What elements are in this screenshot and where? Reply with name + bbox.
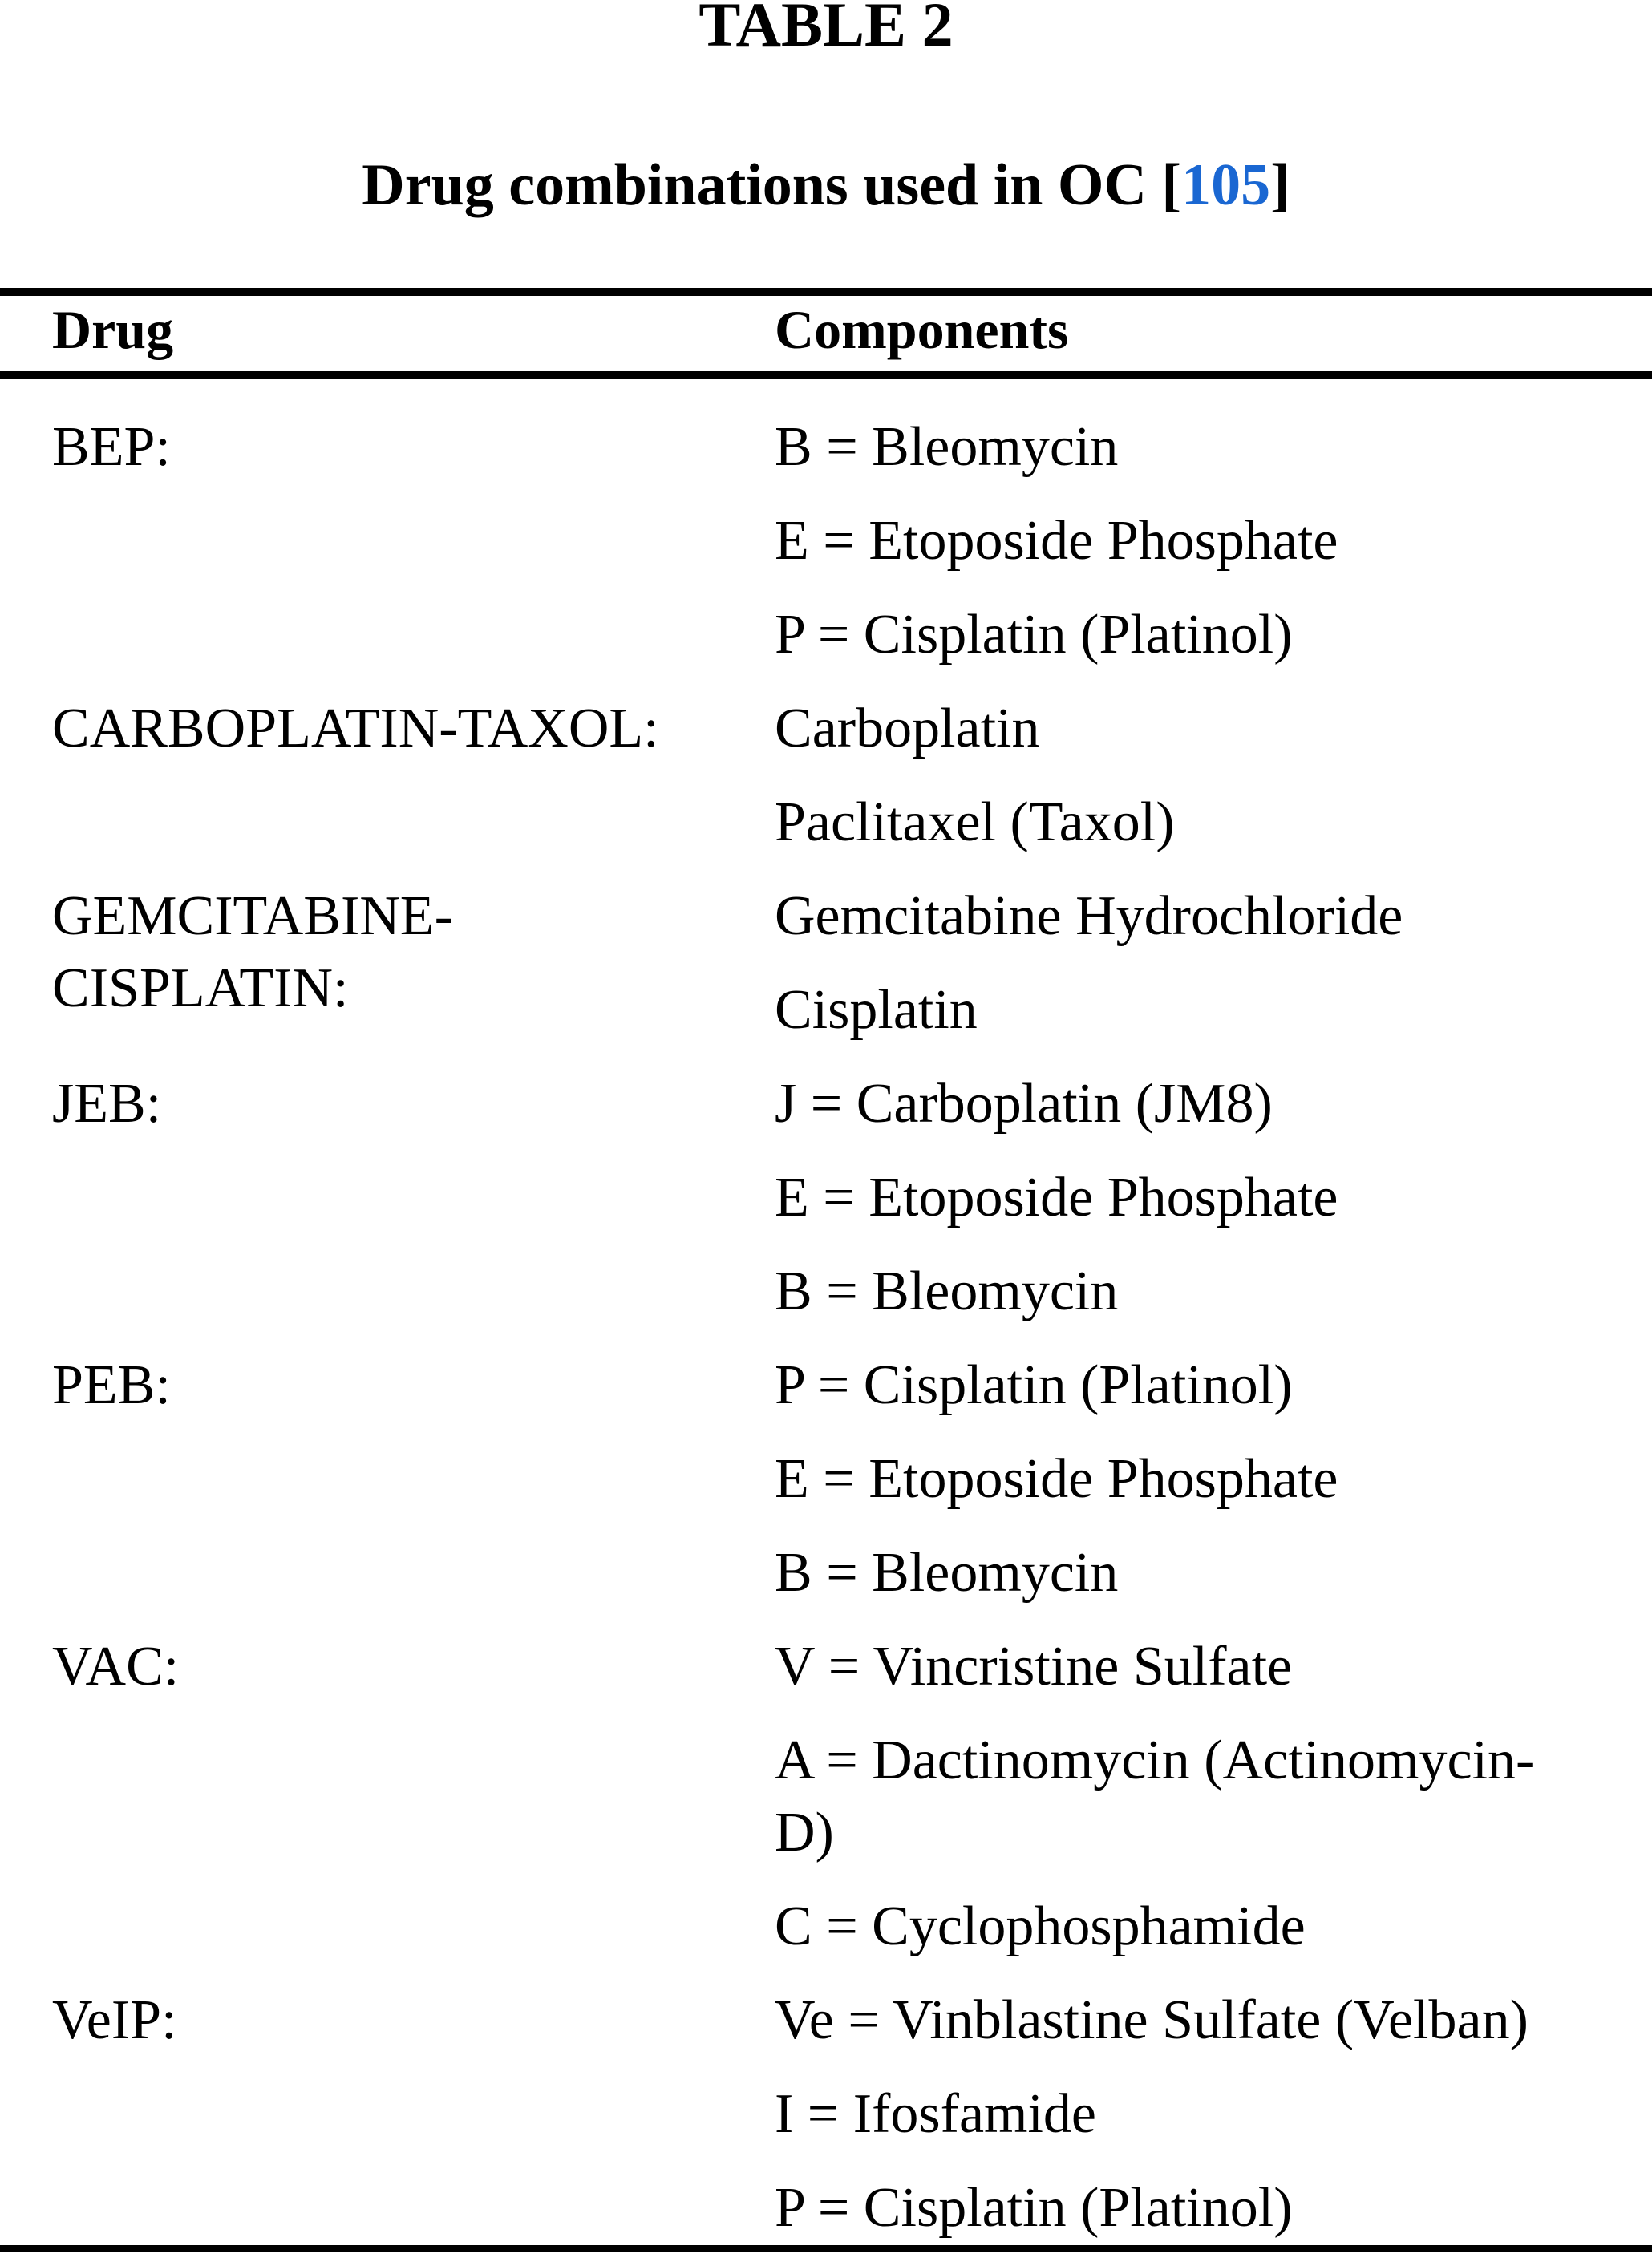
component-line: C = Cyclophosphamide [775, 1896, 1306, 1957]
component-line: B = Bleomycin [775, 1260, 1119, 1322]
table-bottom-rule [0, 2245, 1652, 2252]
citation-bracket-open: [ [1161, 152, 1182, 218]
table-row [52, 1068, 1652, 1349]
drug-name-cell: VAC: [52, 1636, 180, 1697]
component-line: P = Cisplatin (Platinol) [775, 604, 1293, 666]
table-header-row [52, 301, 1652, 358]
component-line: E = Etoposide Phosphate [775, 1448, 1338, 1510]
components-cell [775, 1985, 1569, 2266]
drug-name-cell: GEMCITABINE-CISPLATIN: [52, 885, 453, 1019]
table-row [52, 1349, 1652, 1631]
components-cell [775, 411, 1569, 693]
component-line: A = Dactinomycin (Actinomycin-D) [775, 1730, 1535, 1863]
table-label: TABLE 2 [698, 0, 954, 59]
citation-bracket-close: ] [1270, 152, 1290, 218]
table-top-rule [0, 288, 1652, 296]
components-cell [775, 880, 1569, 1068]
citation-link[interactable]: 105 [1181, 152, 1271, 218]
component-line: P = Cisplatin (Platinol) [775, 1354, 1293, 1416]
drug-name-cell: CARBOPLATIN-TAXOL: [52, 698, 659, 759]
table-body [52, 411, 1652, 2266]
drug-name-cell: JEB: [52, 1073, 162, 1135]
component-line: P = Cisplatin (Platinol) [775, 2177, 1293, 2239]
component-line: Ve = Vinblastine Sulfate (Velban) [775, 1989, 1529, 2051]
component-line: Paclitaxel (Taxol) [775, 791, 1175, 853]
component-line: E = Etoposide Phosphate [775, 510, 1338, 572]
component-line: Gemcitabine Hydrochloride [775, 885, 1403, 947]
components-cell [775, 1631, 1569, 1985]
drug-name-cell: PEB: [52, 1354, 171, 1416]
table-row [52, 411, 1652, 693]
caption-text: Drug combinations used in OC [362, 152, 1162, 218]
drug-name-cell: VeIP: [52, 1989, 177, 2051]
component-line: J = Carboplatin (JM8) [775, 1073, 1273, 1135]
table-row [52, 693, 1652, 880]
components-cell [775, 1349, 1569, 1631]
component-line: B = Bleomycin [775, 1542, 1119, 1604]
table-row [52, 1631, 1652, 1985]
table-row [52, 880, 1652, 1068]
components-cell [775, 693, 1569, 880]
component-line: V = Vincristine Sulfate [775, 1636, 1293, 1697]
components-cell [775, 1068, 1569, 1349]
table-caption [0, 154, 1652, 216]
component-line: I = Ifosfamide [775, 2083, 1096, 2145]
component-line: E = Etoposide Phosphate [775, 1167, 1338, 1228]
component-line: B = Bleomycin [775, 416, 1119, 478]
table-row [52, 1985, 1652, 2266]
column-header-drug: Drug [52, 299, 174, 360]
column-header-components: Components [775, 299, 1069, 360]
header-divider-rule [0, 371, 1652, 379]
component-line: Carboplatin [775, 698, 1040, 759]
drug-name-cell: BEP: [52, 416, 171, 478]
component-line: Cisplatin [775, 979, 978, 1041]
